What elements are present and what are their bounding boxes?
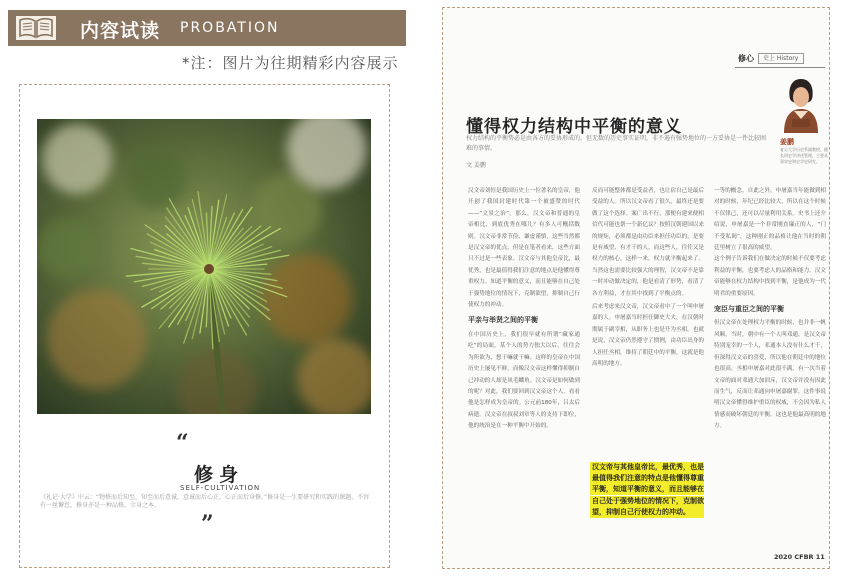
author-portrait [778, 75, 824, 133]
text-column-2 [592, 186, 704, 458]
header-divider [735, 67, 825, 68]
left-title: 修身 [194, 464, 245, 486]
author-info: 复旦大学历史系副教授，擅长用史学讲述管理，主要从事宋史和史学史研究。 [780, 147, 828, 164]
banner-title: 内容试读 [80, 20, 161, 42]
section-heading: 平亲与举贤之间的平衡 [468, 316, 538, 325]
text-column-3 [714, 186, 826, 546]
highlight-quote [590, 462, 704, 518]
byline: 文 姜鹏 [466, 162, 486, 169]
text-column-1 [468, 186, 580, 433]
article-lead: 权力结构的平衡势必是由各方的妥协形成的，但无数的历史事实证明，非不遏有强势地位的一方妥协是一件比较困难的事情。 [466, 135, 767, 152]
highlight-line: 汉文帝与其他皇帝比，最优秀，也是 [592, 463, 704, 471]
quote-open-icon: “ [176, 430, 189, 456]
column-tag: 史上 History [758, 53, 804, 64]
paragraph: 反而可能整体都是受益者，也让宿自己是最后受益的人。所以汉文帝看了很久，最终还是要做了这个选择。案广出不行，那便有建来便相信代可能也帮一个新亿议？按照汉朝建国以来的规矩，必须都是由功臣来担任功臣的，是要是有威望、有才干的人。而这些人，往往又是权力的核心，这样一来，权力就平衡起来了。当然这也需要比较强大的理智，汉文帝不是靠一时冲动做决定的，他是看清了形势，看清了各方利益，才在其中找到了平衡点的。 [592, 188, 704, 297]
pine-needles-photo [37, 119, 371, 414]
paragraph: 后来考虑来汉文帝，汉文帝看中了一个叫申屠嘉的人。申屠嘉当时担任御史大夫，在汉朝时期属于副宰相，从职务上也是升为丞相。也就是说，汉文帝仍然遵守了惯例，由功臣出身的人担任丞相，维持了朝廷中的平衡，这就是他高明的地方。 [592, 304, 704, 368]
paragraph: 这个例子告诉我们在做决定的时候不仅要考虑利益的平衡，也要考虑人的品格和能力。汉文帝能够在权力结构中找到平衡，是他成为一代明君的重要原因。 [714, 256, 826, 297]
highlight-line: 望，抑制自己行使权力的冲动。 [590, 507, 704, 518]
left-caption: 《礼记·大学》中云：“物格而后知至，知至而后意诚，意诚而后心正，心正而后身修。”修身是一生要研究和实践的课题，不容有一丝懈怠，修身亦是一种品格，立身之本。 [40, 494, 370, 509]
quote-close-icon: ” [201, 511, 214, 537]
section-banner [8, 10, 406, 46]
paragraph: 汉文帝刘恒是我国历史上一位著名的皇帝，他开创了我国封建时代第一个被盛赞的时代——“文景之治”。那么，汉文帝和普通的皇帝相比，到底优秀在哪儿？有多人可概括数则。汉文帝非常节俭、谦虚谨慎，这些当然都是汉文帝的优点。但是在笔者看来，这些方面只不过是一些表象。汉文帝与其他皇帝比，最优秀，也是最值得我们注意的地点是他懂得尊重权力。知道平衡的意义，而且能够在自己处于强势地位的情况下，克制欲望，抑制自己行使权力的冲动。 [468, 188, 580, 309]
paragraph: 一等的概念。自此之外，申屠嘉当年能做到相对的时候，年纪已经比较大，所以在这个时候不仅律己，还可以尽量利用关系。史书上还介绍说，申屠嘉是一个非常刚直廉正的人，“门不受私谒”，这种刚正的品格让他在当时的朝廷里树立了很高的威望。 [714, 188, 826, 252]
paragraph: 在中国历史上，我们很早就有所谓“藏家通吃”的局面。某个人的势力独大以后，往往会为所欲为，想干嘛就干嘛。这样的皇帝在中国历史上屡见不鲜，而像汉文帝这样懂得抑制自己冲动的人却是凤毛麟角。汉文帝是如何做到的呢？对此，我们要回到汉文帝这个人，看看他是怎样成为皇帝的。公元前180年，吕太后病逝。汉文帝在叔叔刘章等人的支持下即位，他的统治是在一种平衡中开始的。 [468, 331, 580, 430]
paragraph: 但汉文帝在处理权力平衡的时候，也并非一帆风顺。当时，朝中有一个人叫邓通，是汉文帝特别宠幸的一个人，邓通本人没有什么才干，但深得汉文帝的喜爱，所以他在朝廷中的地位也很高。丞相申屠嘉对此很不满，有一次当着文帝的面对邓通大加训斥，汉文帝并没有因此而生气，反而让邓通向申屠嘉谢罪。这件事说明汉文帝懂得维护重臣的权威，不会因为私人情感而破坏朝廷的平衡，这也是他最高明的地方。 [714, 320, 826, 430]
page-footer: 2020 CFBR 11 [774, 553, 825, 561]
left-subtitle: SELF-CULTIVATION [180, 484, 261, 492]
section-heading: 宠臣与重臣之间的平衡 [714, 305, 784, 314]
author-name: 姜鹏 [780, 138, 794, 146]
highlight-line: 自己处于强势地位的情况下，克制欲 [592, 496, 704, 505]
note-text: *注：图片为往期精彩内容展示 [182, 54, 399, 72]
banner-title-en: PROBATION [180, 20, 280, 36]
highlight-line: 平衡，知道平衡的意义，而且能够在 [592, 485, 704, 494]
column-label: 修心 [738, 54, 754, 63]
article-title: 懂得权力结构中平衡的意义 [466, 117, 682, 137]
open-book-icon [14, 14, 58, 42]
highlight-line: 最值得我们注意的特点是他懂得尊重 [592, 474, 704, 483]
